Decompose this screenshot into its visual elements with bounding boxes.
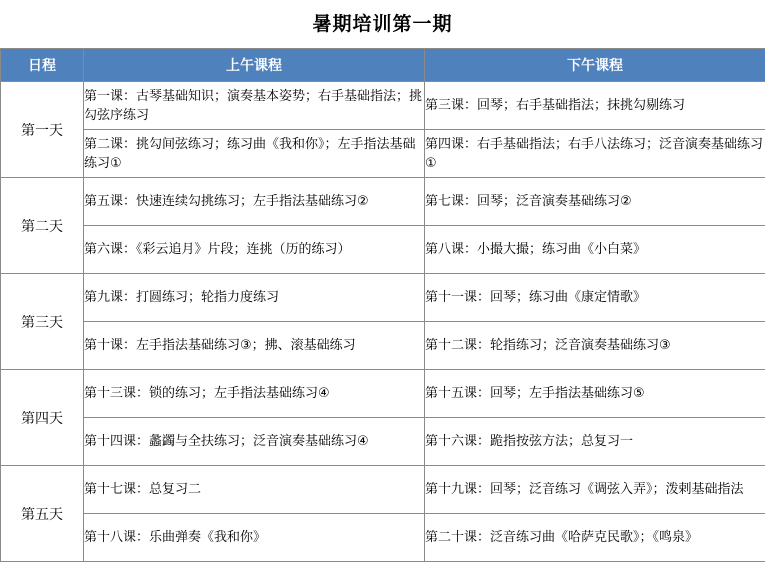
morning-lesson: 第十四课：蠡蠲与全扶练习；泛音演奏基础练习④ bbox=[84, 418, 425, 466]
header-day: 日程 bbox=[1, 49, 84, 82]
day-label: 第五天 bbox=[1, 466, 84, 562]
morning-lesson: 第十八课：乐曲弹奏《我和你》 bbox=[84, 514, 425, 562]
day-label: 第二天 bbox=[1, 178, 84, 274]
morning-lesson: 第二课：挑勾间弦练习；练习曲《我和你》；左手指法基础练习① bbox=[84, 130, 425, 178]
afternoon-lesson: 第十二课：轮指练习；泛音演奏基础练习③ bbox=[425, 322, 765, 370]
table-row bbox=[1, 130, 765, 178]
table-row bbox=[1, 274, 765, 322]
morning-lesson: 第六课：《彩云追月》片段；连挑（历的练习） bbox=[84, 226, 425, 274]
header-morning: 上午课程 bbox=[84, 49, 425, 82]
afternoon-lesson: 第十六课：跪指按弦方法；总复习一 bbox=[425, 418, 765, 466]
table-row bbox=[1, 82, 765, 130]
header-row bbox=[1, 49, 765, 82]
day-label: 第四天 bbox=[1, 370, 84, 466]
day-label: 第三天 bbox=[1, 274, 84, 370]
morning-lesson: 第五课：快速连续勾挑练习；左手指法基础练习② bbox=[84, 178, 425, 226]
morning-lesson: 第九课：打圆练习；轮指力度练习 bbox=[84, 274, 425, 322]
schedule-table bbox=[0, 48, 765, 562]
header-afternoon: 下午课程 bbox=[425, 49, 765, 82]
morning-lesson: 第十课：左手指法基础练习③；拂、滚基础练习 bbox=[84, 322, 425, 370]
afternoon-lesson: 第二十课：泛音练习曲《哈萨克民歌》；《鸣泉》 bbox=[425, 514, 765, 562]
table-row bbox=[1, 466, 765, 514]
table-row bbox=[1, 418, 765, 466]
afternoon-lesson: 第十一课：回琴；练习曲《康定情歌》 bbox=[425, 274, 765, 322]
afternoon-lesson: 第十五课：回琴；左手指法基础练习⑤ bbox=[425, 370, 765, 418]
table-row bbox=[1, 178, 765, 226]
table-row bbox=[1, 322, 765, 370]
morning-lesson: 第十三课：锁的练习；左手指法基础练习④ bbox=[84, 370, 425, 418]
afternoon-lesson: 第八课：小撮大撮；练习曲《小白菜》 bbox=[425, 226, 765, 274]
afternoon-lesson: 第三课：回琴；右手基础指法；抹挑勾剔练习 bbox=[425, 82, 765, 130]
page-title: 暑期培训第一期 bbox=[312, 13, 453, 35]
morning-lesson: 第十七课：总复习二 bbox=[84, 466, 425, 514]
table-row bbox=[1, 370, 765, 418]
afternoon-lesson: 第四课：右手基础指法；右手八法练习；泛音演奏基础练习① bbox=[425, 130, 765, 178]
morning-lesson: 第一课：古琴基础知识；演奏基本姿势；右手基础指法；挑勾弦序练习 bbox=[84, 82, 425, 130]
day-label: 第一天 bbox=[1, 82, 84, 178]
table-row bbox=[1, 226, 765, 274]
table-row bbox=[1, 514, 765, 562]
afternoon-lesson: 第十九课：回琴；泛音练习《调弦入弄》；泼剌基础指法 bbox=[425, 466, 765, 514]
afternoon-lesson: 第七课：回琴；泛音演奏基础练习② bbox=[425, 178, 765, 226]
